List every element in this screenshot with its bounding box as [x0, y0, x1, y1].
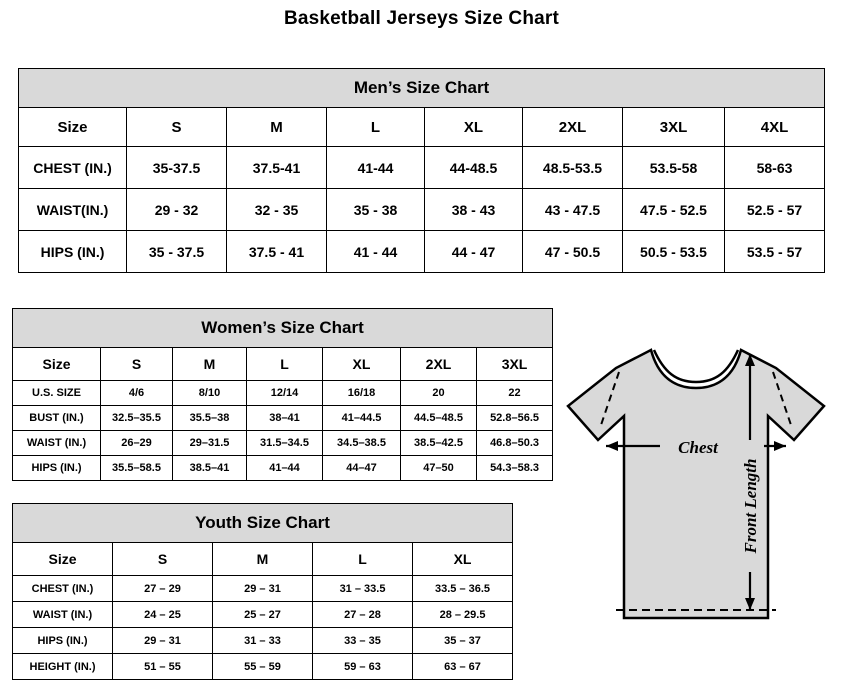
table-cell: 37.5-41: [227, 147, 327, 189]
table-row: [19, 108, 825, 147]
table-cell: 46.8–50.3: [477, 431, 553, 456]
table-row: [19, 231, 825, 273]
table-cell: 53.5-58: [623, 147, 725, 189]
column-header: L: [327, 108, 425, 147]
jersey-measurement-diagram: [556, 328, 836, 678]
table-cell: 58-63: [725, 147, 825, 189]
table-cell: 63 – 67: [413, 654, 513, 680]
table-cell: 29–31.5: [173, 431, 247, 456]
table-row: [13, 406, 553, 431]
row-label: WAIST (IN.): [13, 431, 101, 456]
column-header: M: [227, 108, 327, 147]
table-cell: 52.8–56.5: [477, 406, 553, 431]
table-cell: 55 – 59: [213, 654, 313, 680]
table-cell: 32 - 35: [227, 189, 327, 231]
table-row: [13, 381, 553, 406]
table-cell: 43 - 47.5: [523, 189, 623, 231]
table-cell: 38.5–41: [173, 456, 247, 481]
column-header: XL: [413, 543, 513, 576]
table-cell: 35.5–38: [173, 406, 247, 431]
table-cell: 25 – 27: [213, 602, 313, 628]
column-header: XL: [425, 108, 523, 147]
table-cell: 12/14: [247, 381, 323, 406]
table-cell: 29 – 31: [113, 628, 213, 654]
column-header: 4XL: [725, 108, 825, 147]
table-row: [13, 309, 553, 348]
shirt-outline: [568, 350, 824, 618]
table-cell: 35 - 37.5: [127, 231, 227, 273]
row-label: CHEST (IN.): [13, 576, 113, 602]
table-row: [13, 576, 513, 602]
womens-chart-caption: Women’s Size Chart: [13, 309, 553, 348]
table-cell: 35 - 38: [327, 189, 425, 231]
youth-size-chart-table: [12, 503, 513, 680]
column-header: Size: [13, 543, 113, 576]
mens-size-chart-table: [18, 68, 825, 273]
table-cell: 33.5 – 36.5: [413, 576, 513, 602]
table-row: [19, 189, 825, 231]
row-label: HEIGHT (IN.): [13, 654, 113, 680]
table-row: [19, 69, 825, 108]
table-cell: 29 – 31: [213, 576, 313, 602]
table-row: [13, 348, 553, 381]
row-label: HIPS (IN.): [13, 456, 101, 481]
column-header: 2XL: [523, 108, 623, 147]
column-header: 3XL: [477, 348, 553, 381]
table-cell: 51 – 55: [113, 654, 213, 680]
table-cell: 47.5 - 52.5: [623, 189, 725, 231]
row-label: WAIST (IN.): [13, 602, 113, 628]
column-header: L: [247, 348, 323, 381]
table-row: [13, 654, 513, 680]
table-row: [13, 628, 513, 654]
table-cell: 47–50: [401, 456, 477, 481]
table-cell: 35-37.5: [127, 147, 227, 189]
table-row: [13, 504, 513, 543]
table-row: [13, 602, 513, 628]
column-header: 2XL: [401, 348, 477, 381]
table-cell: 26–29: [101, 431, 173, 456]
table-cell: 27 – 29: [113, 576, 213, 602]
column-header: M: [173, 348, 247, 381]
row-label: HIPS (IN.): [13, 628, 113, 654]
table-cell: 29 - 32: [127, 189, 227, 231]
table-cell: 35.5–58.5: [101, 456, 173, 481]
front-length-label: Front Length: [741, 458, 760, 554]
row-label: BUST (IN.): [13, 406, 101, 431]
table-row: [13, 431, 553, 456]
youth-chart-caption: Youth Size Chart: [13, 504, 513, 543]
table-cell: 34.5–38.5: [323, 431, 401, 456]
tshirt-icon: [556, 328, 836, 678]
column-header: M: [213, 543, 313, 576]
table-cell: 53.5 - 57: [725, 231, 825, 273]
table-row: [13, 543, 513, 576]
table-cell: 54.3–58.3: [477, 456, 553, 481]
chest-arrow-right: [774, 441, 786, 451]
table-cell: 31 – 33: [213, 628, 313, 654]
chest-arrow-left: [606, 441, 618, 451]
table-cell: 48.5-53.5: [523, 147, 623, 189]
table-cell: 59 – 63: [313, 654, 413, 680]
table-cell: 41–44.5: [323, 406, 401, 431]
column-header: Size: [19, 108, 127, 147]
table-cell: 50.5 - 53.5: [623, 231, 725, 273]
table-cell: 24 – 25: [113, 602, 213, 628]
row-label: HIPS (IN.): [19, 231, 127, 273]
table-cell: 16/18: [323, 381, 401, 406]
column-header: S: [101, 348, 173, 381]
table-cell: 31.5–34.5: [247, 431, 323, 456]
mens-chart-caption: Men’s Size Chart: [19, 69, 825, 108]
row-label: WAIST(IN.): [19, 189, 127, 231]
table-cell: 41 - 44: [327, 231, 425, 273]
table-row: [13, 456, 553, 481]
table-cell: 41–44: [247, 456, 323, 481]
womens-size-chart-table: [12, 308, 553, 481]
column-header: 3XL: [623, 108, 725, 147]
table-cell: 27 – 28: [313, 602, 413, 628]
table-cell: 35 – 37: [413, 628, 513, 654]
table-cell: 44 - 47: [425, 231, 523, 273]
table-cell: 28 – 29.5: [413, 602, 513, 628]
table-cell: 31 – 33.5: [313, 576, 413, 602]
table-cell: 4/6: [101, 381, 173, 406]
column-header: S: [127, 108, 227, 147]
table-cell: 38 - 43: [425, 189, 523, 231]
table-cell: 38.5–42.5: [401, 431, 477, 456]
page-title: Basketball Jerseys Size Chart: [283, 8, 560, 29]
size-chart-page: [0, 8, 843, 687]
table-cell: 33 – 35: [313, 628, 413, 654]
table-cell: 44-48.5: [425, 147, 523, 189]
column-header: L: [313, 543, 413, 576]
table-row: [19, 147, 825, 189]
row-label: U.S. SIZE: [13, 381, 101, 406]
column-header: XL: [323, 348, 401, 381]
table-cell: 44.5–48.5: [401, 406, 477, 431]
column-header: Size: [13, 348, 101, 381]
table-cell: 8/10: [173, 381, 247, 406]
row-label: CHEST (IN.): [19, 147, 127, 189]
table-cell: 52.5 - 57: [725, 189, 825, 231]
table-cell: 44–47: [323, 456, 401, 481]
table-cell: 22: [477, 381, 553, 406]
table-cell: 32.5–35.5: [101, 406, 173, 431]
chest-label: Chest: [678, 438, 718, 457]
table-cell: 47 - 50.5: [523, 231, 623, 273]
table-cell: 20: [401, 381, 477, 406]
table-cell: 37.5 - 41: [227, 231, 327, 273]
table-cell: 41-44: [327, 147, 425, 189]
table-cell: 38–41: [247, 406, 323, 431]
column-header: S: [113, 543, 213, 576]
